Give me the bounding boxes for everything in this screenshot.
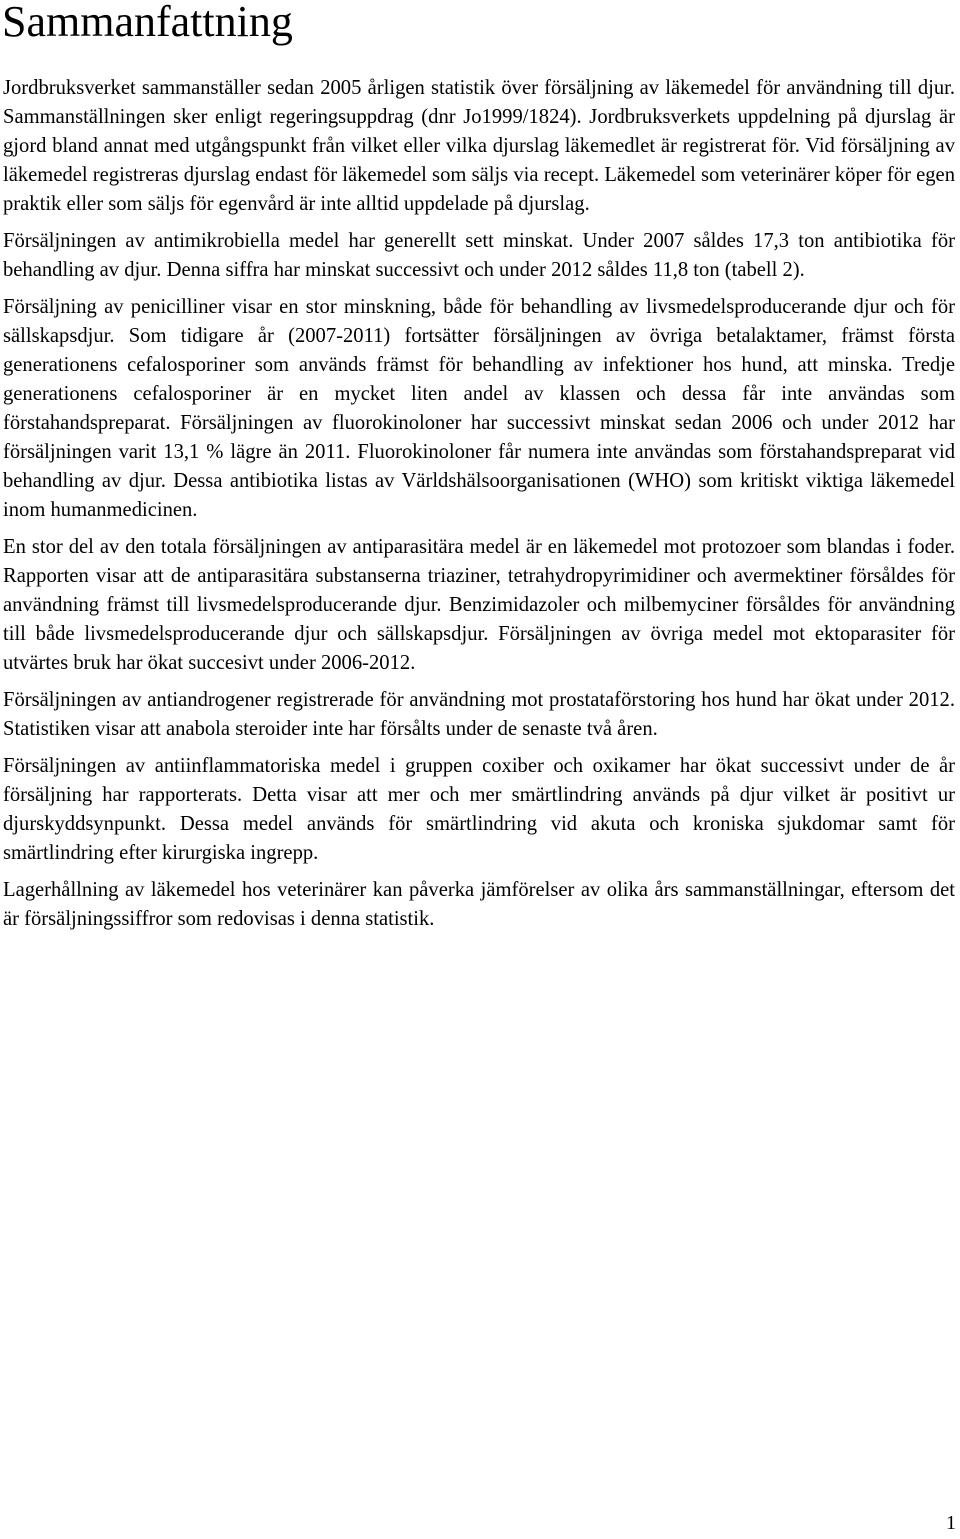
paragraph-antiparasitics: En stor del av den totala försäljningen av antiparasitära medel är en läkemedel mot protozoer som blandas i foder. Rapporten visar att de antiparasitära substanserna triaziner, tetrahydropyrimidiner och avermektiner försåldes för användning främst till livsmedelsproducerande djur. Benzimidazoler och milbemyciner försåldes för användning till både livsmedelsproducerande djur och sällskapsdjur. Försäljningen av övriga medel mot ektoparasiter för utvärtes bruk har ökat succesivt under 2006-2012.: [3, 536, 955, 674]
paragraph-penicillins: Försäljning av penicilliner visar en stor minskning, både för behandling av livsmedelsproducerande djur och för sällskapsdjur. Som tidigare år (2007-2011) fortsätter försäljningen av övriga betalaktamer, främst första generationens cefalosporiner som används främst för behandling av infektioner hos hund, att minska. Tredje generationens cefalosporiner är en mycket liten andel av klassen och dessa får inte användas som förstahandspreparat. Försäljningen av fluorokinoloner har successivt minskat sedan 2006 och under 2012 har försäljningen varit 13,1 % lägre än 2011. Fluorokinoloner får numera inte användas som förstahandspreparat vid behandling av djur. Dessa antibiotika listas av Världshälsoorganisationen (WHO) som kritiskt viktiga läkemedel inom humanmedicinen.: [3, 296, 955, 521]
paragraph-antimicrobials: Försäljningen av antimikrobiella medel har generellt sett minskat. Under 2007 såldes 17,3 ton antibiotika för behandling av djur. Denna siffra har minskat successivt och under 2012 såldes 11,8 ton (tabell 2).: [3, 230, 955, 281]
paragraph-antiinflammatory: Försäljningen av antiinflammatoriska medel i gruppen coxiber och oxikamer har ökat successivt under de år försäljning har rapporterats. Detta visar att mer och mer smärtlindring används på djur vilket är positivt ur djurskyddsynpunkt. Dessa medel används för smärtlindring vid akuta och kroniska sjukdomar samt för smärtlindring efter kirurgiska ingrepp.: [3, 755, 955, 864]
paragraph-stockkeeping: Lagerhållning av läkemedel hos veterinärer kan påverka jämförelser av olika års sammanställningar, eftersom det är försäljningssiffror som redovisas i denna statistik.: [3, 879, 955, 930]
paragraph-intro: Jordbruksverket sammanställer sedan 2005 årligen statistik över försäljning av läkemedel för användning till djur. Sammanställningen sker enligt regeringsuppdrag (dnr Jo1999/1824). Jordbruksverkets uppdelning på djurslag är gjord bland annat med utgångspunkt från vilket eller vilka djurslag läkemedlet är registrerat för. Vid försäljning av läkemedel registreras djurslag endast för läkemedel som säljs via recept. Läkemedel som veterinärer köper för egen praktik eller som säljs för egenvård är inte alltid uppdelade på djurslag.: [3, 77, 955, 215]
paragraph-antiandrogens: Försäljningen av antiandrogener registrerade för användning mot prostataförstoring hos hund har ökat under 2012. Statistiken visar att anabola steroider inte har försålts under de senaste två åren.: [3, 689, 955, 740]
body-text: [3, 74, 955, 942]
page-number: 1: [946, 1512, 956, 1534]
page-title: Sammanfattning: [2, 0, 293, 46]
